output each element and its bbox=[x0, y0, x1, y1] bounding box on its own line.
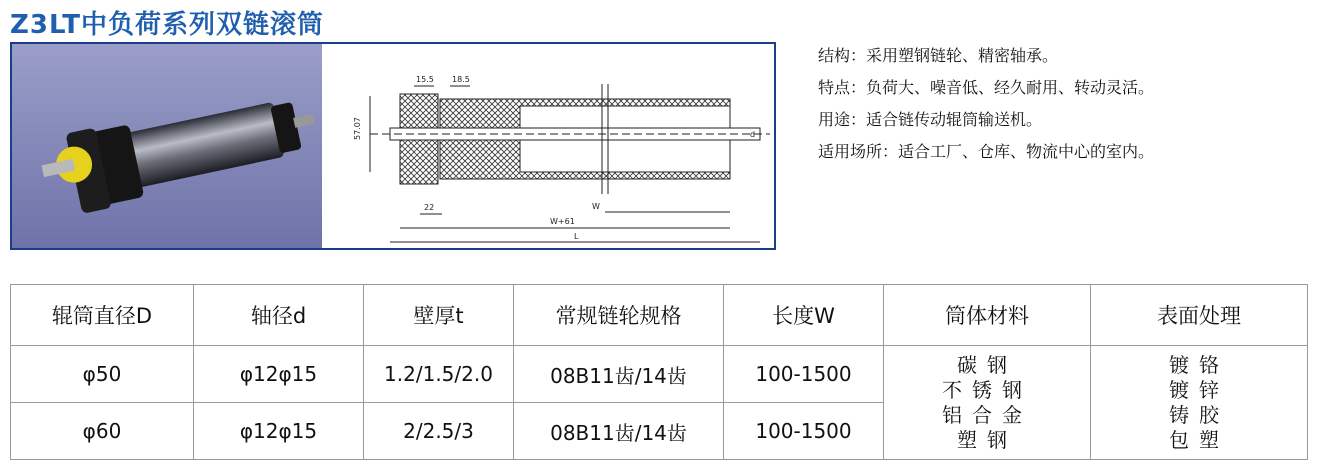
cell-diameter: φ60 bbox=[11, 403, 194, 460]
product-info bbox=[818, 40, 1154, 168]
info-structure: 结构：采用塑钢链轮、精密轴承。 bbox=[818, 46, 1059, 65]
cell-length: 100-1500 bbox=[724, 403, 884, 460]
dim-label-3: 22 bbox=[424, 203, 435, 212]
header-sprocket: 常规链轮规格 bbox=[514, 285, 724, 346]
cell-wall: 2/2.5/3 bbox=[364, 403, 514, 460]
header-wall: 壁厚t bbox=[364, 285, 514, 346]
roller-photo bbox=[12, 44, 322, 250]
header-surface: 表面处理 bbox=[1091, 285, 1308, 346]
page-title: Z3LT中负荷系列双链滚筒 bbox=[10, 10, 324, 40]
surface-item: 镀锌 bbox=[1169, 377, 1229, 402]
surface-item: 镀铬 bbox=[1169, 352, 1229, 377]
info-features: 特点：负荷大、噪音低、经久耐用、转动灵活。 bbox=[818, 78, 1155, 97]
cell-sprocket: 08B11齿/14齿 bbox=[514, 346, 724, 403]
cell-length: 100-1500 bbox=[724, 346, 884, 403]
surface-item: 包塑 bbox=[1169, 427, 1229, 452]
info-usage: 用途：适合链传动辊筒输送机。 bbox=[818, 110, 1043, 129]
spec-table bbox=[10, 284, 1308, 460]
material-item: 碳钢 bbox=[957, 352, 1017, 377]
header-material: 筒体材料 bbox=[884, 285, 1091, 346]
dim-label-l: L bbox=[574, 232, 579, 241]
dim-label-shaft: d bbox=[750, 130, 756, 139]
cell-sprocket: 08B11齿/14齿 bbox=[514, 403, 724, 460]
info-scenarios: 适用场所：适合工厂、仓库、物流中心的室内。 bbox=[818, 142, 1155, 161]
header-shaft: 轴径d bbox=[194, 285, 364, 346]
surface-item: 铸胶 bbox=[1169, 402, 1229, 427]
dim-label-height: 57.07 bbox=[353, 117, 362, 140]
cell-diameter: φ50 bbox=[11, 346, 194, 403]
cell-shaft: φ12φ15 bbox=[194, 403, 364, 460]
cell-surfaces bbox=[1091, 346, 1308, 460]
header-diameter: 辊筒直径D bbox=[11, 285, 194, 346]
cell-shaft: φ12φ15 bbox=[194, 346, 364, 403]
cell-wall: 1.2/1.5/2.0 bbox=[364, 346, 514, 403]
dim-label-w: W bbox=[592, 202, 600, 211]
table-row bbox=[11, 346, 1308, 403]
material-item: 不锈钢 bbox=[942, 377, 1032, 402]
material-item: 铝合金 bbox=[942, 402, 1032, 427]
dim-label-w61: W+61 bbox=[550, 217, 575, 226]
table-header-row bbox=[11, 285, 1308, 346]
roller-drawing bbox=[330, 44, 776, 250]
dim-label-1: 15.5 bbox=[416, 75, 434, 84]
product-figure bbox=[10, 42, 776, 250]
cell-materials bbox=[884, 346, 1091, 460]
header-length: 长度W bbox=[724, 285, 884, 346]
dim-label-2: 18.5 bbox=[452, 75, 470, 84]
material-item: 塑钢 bbox=[957, 427, 1017, 452]
